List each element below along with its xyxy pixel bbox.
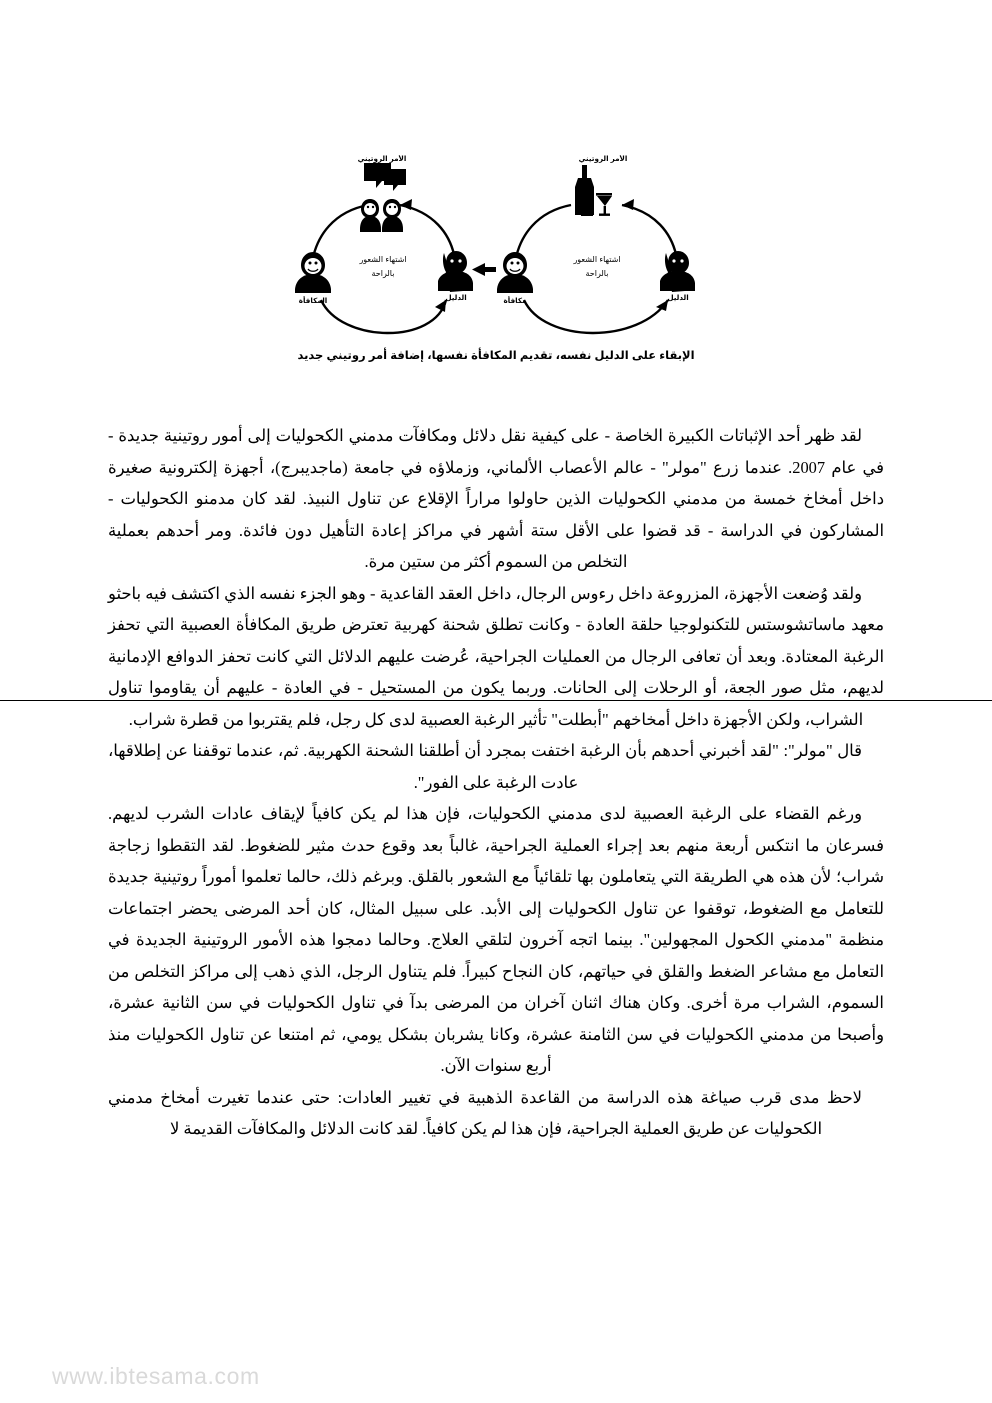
right-loop-craving-line2: بالراحة: [585, 269, 609, 278]
happy-person-icon: [295, 252, 331, 293]
right-habit-loop: [497, 155, 695, 333]
right-loop-reward-label: مكافأة: [503, 296, 527, 305]
person-thinking-icon: [438, 251, 473, 292]
left-loop-routine-label: الأمر الروتيني: [357, 155, 407, 163]
bottle-and-cocktail-glass-icon: [575, 165, 612, 216]
left-loop-craving-line2: بالراحة: [371, 269, 395, 278]
right-loop-craving-line1: اشتهاء الشعور: [573, 255, 621, 264]
right-loop-cue-label: الدليل: [667, 293, 689, 302]
left-habit-loop: [295, 155, 473, 333]
happy-person-icon: [497, 252, 533, 293]
site-watermark: www.ibtesama.com: [52, 1363, 260, 1389]
paragraph: ورغم القضاء على الرغبة العصبية لدى مدمني الكحوليات، فإن هذا لم يكن كافياً لإيقاف عادات الشرب لديهم. فسرعان ما انتكس أربعة منهم بعد إجراء العملية الجراحية، غالباً بعد وقوع حدث مثير للضغوط. لقد التقطوا زجاجة شراب؛ لأن هذه هي الطريقة التي يتعاملون بها تلقائياً مع الشعور بالقلق. وبرغم ذلك، حالما تعلموا أموراً روتينية جديدة للتعامل مع الضغوط، توقفوا عن تناول الكحوليات إلى الأبد. على سبيل المثال، كان أحد المرضى يحضر اجتماعات منظمة "مدمني الكحول المجهولين". بينما اتجه آخرون لتلقي العلاج. وحالما دمجوا هذه الأمور الروتينية الجديدة في التعامل مع مشاعر الضغط والقلق في حياتهم، كان النجاح كبيراً. فلم يتناول الرجل، الذي ذهب إلى مراكز التخلص من السموم، الشراب مرة أخرى. وكان هناك اثنان آخران من المرضى بدآ في تناول الكحوليات في سن الثانية عشرة، وأصبحا من مدمني الكحوليات في سن الثامنة عشرة، وكانا يشربان بشكل يومي، ثم امتنعا عن تناول الكحوليات منذ أربع سنوات الآن.: [108, 804, 884, 1075]
left-loop-reward-label: المكافأة: [298, 296, 328, 305]
two-people-talking-icon: [360, 163, 406, 232]
left-loop-cue-label: الدليل: [445, 293, 467, 302]
paragraph: لقد ظهر أحد الإثباتات الكبيرة الخاصة - على كيفية نقل دلائل ومكافآت مدمني الكحوليات إلى أمور روتينية جديدة - في عام 2007. عندما زرع "مولر" - عالم الأعصاب الألماني، وزملاؤه في جامعة (ماجديبرج)، أجهزة إلكترونية صغيرة داخل أمخاخ خمسة من مدمني الكحوليات الذين حاولوا مراراً الإقلاع عن تناول النبيذ. لقد كان مدمنو الكحوليات - المشاركون في الدراسة - قد قضوا على الأقل ستة أشهر في مراكز إعادة التأهيل دون فائدة. ومر أحدهم بعملية التخلص من السموم أكثر من ستين مرة.: [108, 426, 884, 571]
habit-loop-diagram: [286, 155, 706, 365]
body-text: [108, 420, 884, 1145]
person-thinking-icon: [660, 251, 695, 292]
paragraph: قال "مولر": "لقد أخبرني أحدهم بأن الرغبة اختفت بمجرد أن أطلقنا الشحنة الكهربية. ثم، عندما توقفنا عن إطلاقها، عادت الرغبة على الفور".: [108, 741, 862, 792]
left-loop-craving-line1: اشتهاء الشعور: [359, 255, 407, 264]
paragraph: ولقد وُضعت الأجهزة، المزروعة داخل رءوس الرجال، داخل العقد القاعدية - وهو الجزء نفسه الذي اكتشف فيه باحثو معهد ماساتشوستس للتكنولوجيا حلقة العادة - وكانت تطلق شحنة كهربية تعترض طريق المكافأة العصبية التي تحفز الرغبة المعتادة. وبعد أن تعافى الرجال من العمليات الجراحية، عُرضت عليهم الدلائل التي كانت تحفز الدوافع الإدمانية لديهم، مثل صور الجعة، أو الرحلات إلى الحانات. وربما يكون من المستحيل - في العادة - عليهم أن يقاوموا تناول الشراب، ولكن الأجهزة داخل أمخاخهم "أبطلت" تأثير الرغبة العصبية لدى كل رجل، فلم يقتربوا من قطرة شراب.: [108, 583, 885, 729]
left-pointing-arrow-icon: [472, 263, 496, 276]
figure-caption: الإبقاء على الدليل نفسه، تقديم المكافأة نفسها، إضافة أمر روتيني جديد: [297, 350, 695, 362]
paragraph: لاحظ مدى قرب صياغة هذه الدراسة من القاعدة الذهبية في تغيير العادات: حتى عندما تغيرت أمخاخ مدمني الكحوليات عن طريق العملية الجراحية، فإن هذا لم يكن كافياً. لقد كانت الدلائل والمكافآت القديمة لا: [108, 1087, 862, 1138]
page-break-rule: [0, 700, 992, 701]
right-loop-routine-label: الأمر الروتيني: [578, 155, 628, 163]
